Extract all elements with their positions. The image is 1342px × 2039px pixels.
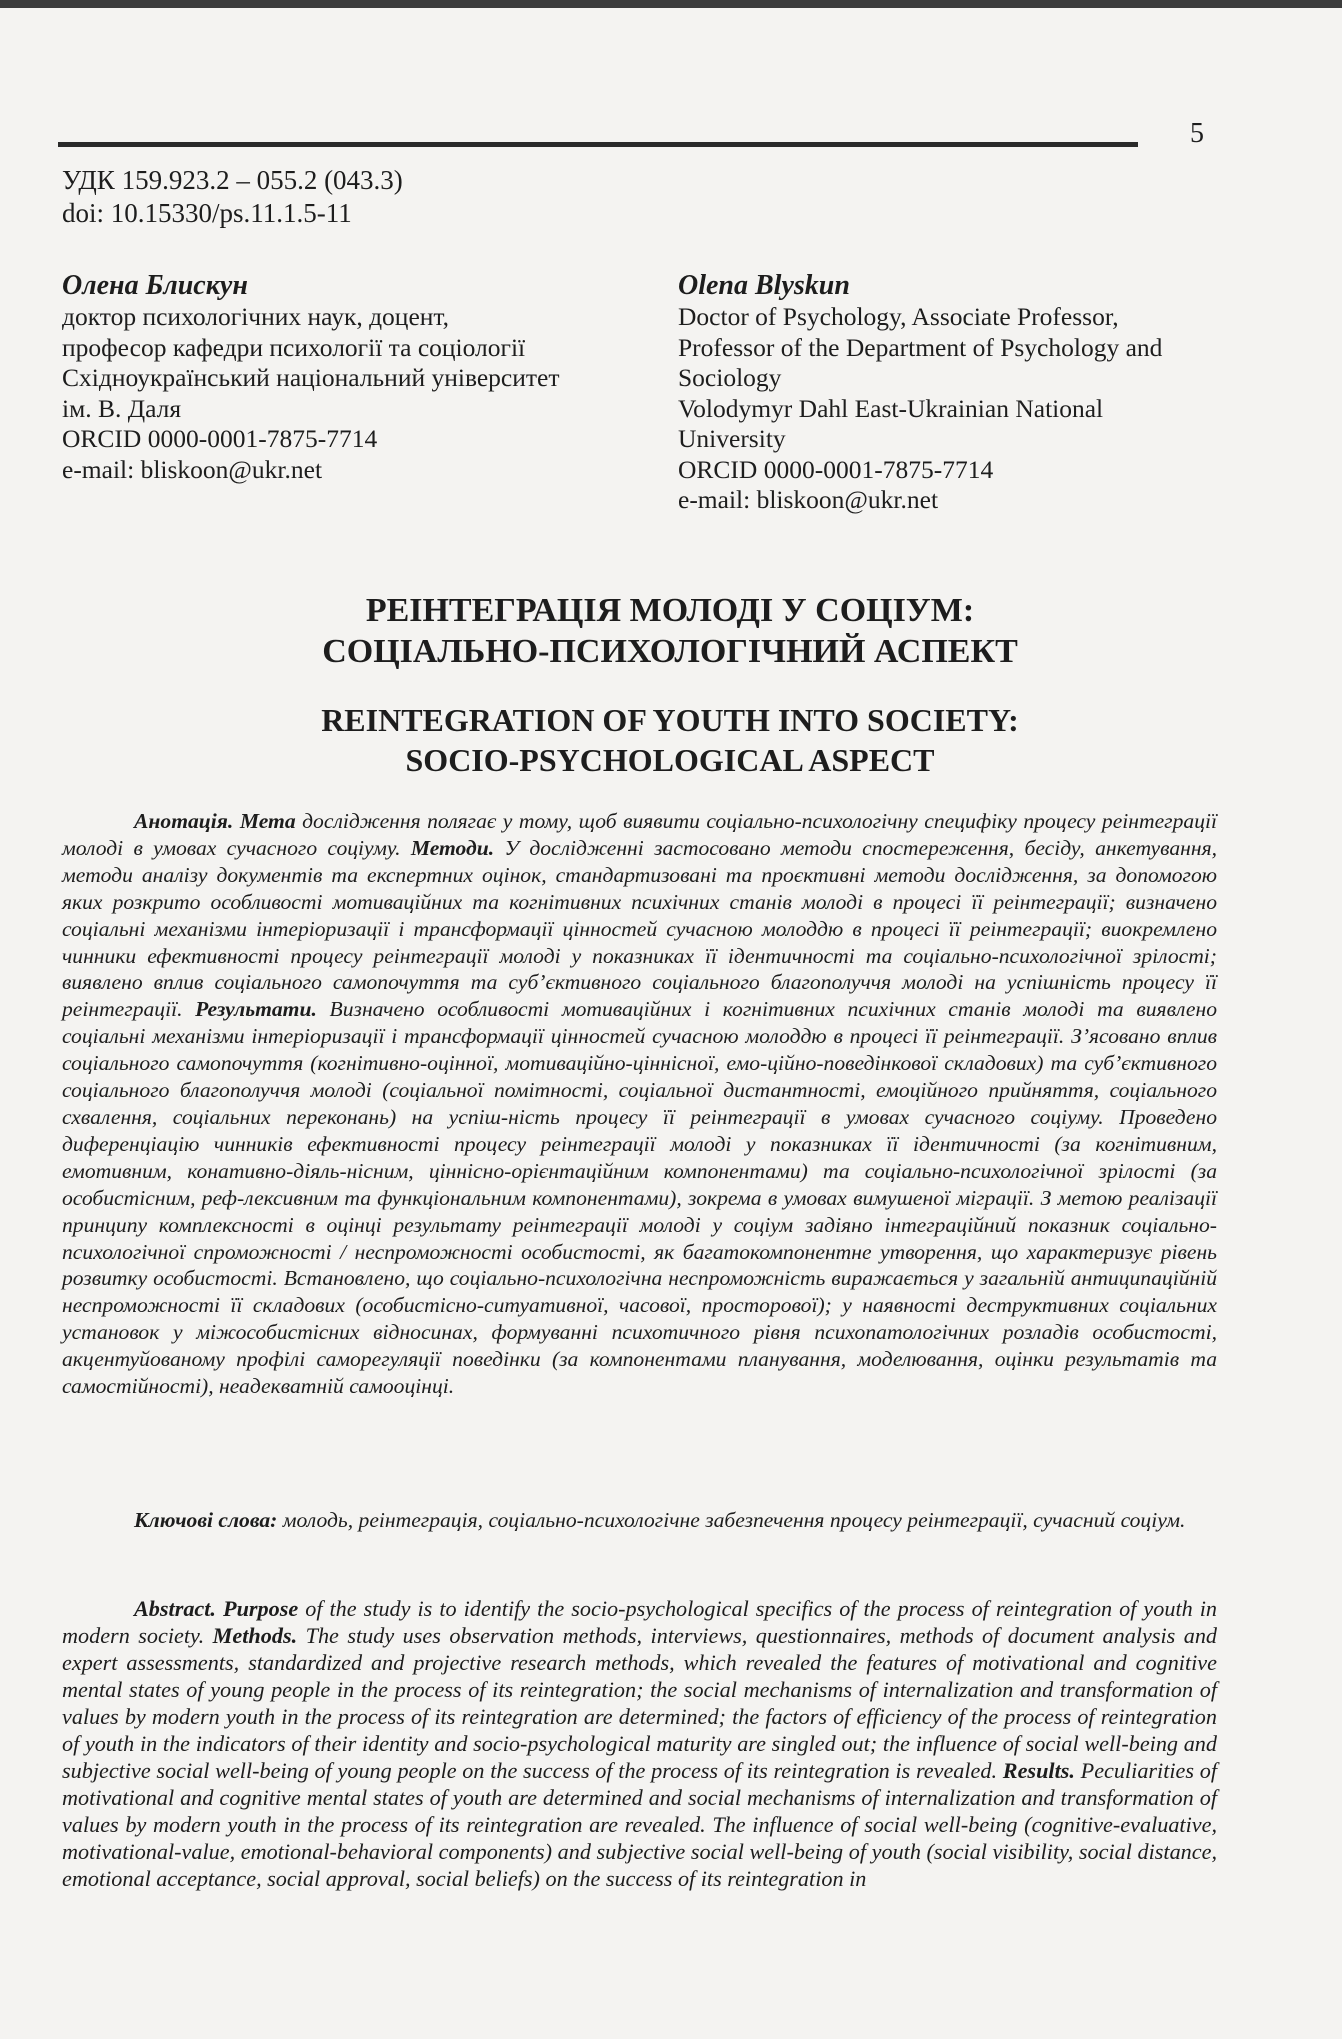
methods-label-en: Methods. <box>212 1623 298 1648</box>
page-number: 5 <box>1190 118 1204 149</box>
title-ua-line: РЕІНТЕГРАЦІЯ МОЛОДІ У СОЦІУМ: <box>365 592 975 629</box>
author-info-ukrainian <box>62 270 622 485</box>
author-line-ua: доктор психологічних наук, доцент, <box>62 302 450 331</box>
purpose-text-ua: дослідження полягає у тому, щоб виявити соціально-психологічну специфіку процесу реінтеграції молоді в умовах сучасного соціуму. <box>62 809 1217 860</box>
keywords-label: Ключові слова: <box>134 1508 278 1532</box>
author-line-ua: професор кафедри психології та соціології <box>62 332 526 362</box>
author-line-en: Doctor of Psychology, Associate Professor, <box>678 302 1119 331</box>
annotation-ukrainian <box>62 808 1217 1400</box>
author-info-english <box>678 270 1238 516</box>
author-orcid-en: ORCID 0000-0001-7875-7714 <box>678 454 994 484</box>
header-rule <box>58 142 1138 147</box>
keywords-text: молодь, реінтеграція, соціально-психологічне забезпечення процесу реінтеграції, сучасний соціум. <box>277 1508 1186 1532</box>
title-en-line: REINTEGRATION OF YOUTH INTO SOCIETY: <box>321 702 1019 738</box>
keywords-ukrainian <box>62 1507 1217 1534</box>
methods-label-ua: Методи. <box>410 835 495 860</box>
title-ukrainian <box>120 590 1220 672</box>
results-label-en: Results. <box>1002 1758 1075 1783</box>
doi: doi: 10.15330/ps.11.1.5-11 <box>62 198 352 228</box>
udk-doi-block <box>62 164 403 230</box>
author-email-en: e-mail: bliskoon@ukr.net <box>678 485 939 514</box>
title-ua-line: СОЦІАЛЬНО-ПСИХОЛОГІЧНИЙ АСПЕКТ <box>322 633 1018 670</box>
abstract-english <box>62 1595 1217 1892</box>
results-label-ua: Результати. <box>195 997 317 1022</box>
purpose-text-en: of the study is to identify the socio-psychological specifics of the process of reintegration of youth in modern society. <box>62 1596 1218 1648</box>
author-line-en: University <box>678 424 786 453</box>
results-text-ua: Визначено особливості мотиваційних і когнітивних психічних станів молоді та виявлено соціальні механізми інтеріоризації і трансформації цінностей сучасною молоддю в процесі її реінтеграції. З’ясовано вплив соціального самопочуття (когнітивно-оцінної, мотиваційно-ціннісної, емо-ційно-поведінкової складових) та суб’єктивного соціального благополуччя молоді (соціальної помітності, соціальної дистантності, емоційного прийняття, соціального схвалення, соціальних переконань) на успіш-ність процесу її реінтеграції в умовах сучасного соціуму. Проведено диференціацію чинників ефективності процесу реінтеграції молоді у показниках її ідентичності (за когнітивним, емотивним, конативно-діяль-нісним, ціннісно-орієнтаційним компонентами) та соціально-психологічної зрілості (за особистісним, реф-лексивним та функціональним компонентами), зокрема в умовах вимушеної міграції. З метою реалізації принципу комплексності в оцінці результату реінтеграції молоді у соціум задіяно інтеграційний показник соціально-психологічної спроможності / неспроможності особистості, як багатокомпонентне утворення, що характеризує рівень розвитку особистості. Встановлено, що соціально-психологічна неспроможність виражається у загальній антиципаційній неспроможності її складових (особистісно-ситуативної, часової, просторової); у наявності деструктивних соціальних установок у міжособистісних відносинах, формуванні психотичного рівня психопатологічних розладів особистості, акцентуйованому профілі саморегуляції поведінки (за компонентами планування, моделювання, оцінки результатів та самостійності), неадекватній самооцінці. <box>62 997 1217 1399</box>
title-english <box>120 700 1220 780</box>
author-line-ua: ім. В. Даля <box>62 393 182 423</box>
title-en-line: SOCIO-PSYCHOLOGICAL ASPECT <box>405 742 935 778</box>
author-name-ua: Олена Блискун <box>62 270 248 301</box>
author-line-ua: Східноукраїнський національний університет <box>62 363 560 392</box>
author-name-en: Olena Blyskun <box>678 270 850 301</box>
results-text-en: Peculiarities of motivational and cognitive mental states of youth are determined and social mechanisms of internalization and transformation of values by modern youth in the process of its reintegration are revealed. The influence of social well-being (cognitive-evaluative, motivational-value, emotional-behavioral components) and subjective social well-being of youth (social visibility, social distance, emotional acceptance, social approval, social beliefs) on the success of its reintegration in <box>62 1758 1217 1891</box>
annotation-label: Анотація. <box>134 809 234 833</box>
purpose-label-ua: Мета <box>239 809 296 833</box>
udk-code: УДК 159.923.2 – 055.2 (043.3) <box>62 165 403 195</box>
methods-text-en: The study uses observation methods, interviews, questionnaires, methods of document analysis and expert assessments, standardized and projective research methods, which revealed the features of motivational and cognitive mental states of young people in the process of its reintegration; the social mechanisms of internalization and transformation of values by modern youth in the process of its reintegration are determined; the factors of efficiency of the process of reintegration of youth in the indicators of their identity and socio-psychological maturity are singled out; the influence of social well-being and subjective social well-being of young people on the success of the process of its reintegration is revealed. <box>62 1623 1218 1783</box>
abstract-label: Abstract. <box>134 1596 216 1621</box>
author-orcid-ua: ORCID 0000-0001-7875-7714 <box>62 424 378 453</box>
scan-top-edge <box>0 0 1342 8</box>
methods-text-ua: У дослідженні застосовано методи спостереження, бесіду, анкетування, методи аналізу документів та експертних оцінок, стандартизовані та проєктивні методи дослідження, за допомогою яких розкрито особливості мотиваційних та когнітивних психічних станів молоді в процесі її реінтеграції; визначено соціальні механізми інтеріоризації і трансформації цінностей сучасною молоддю в процесі її реінтеграції; виокремлено чинники ефективності процесу реінтеграції молоді у показниках її ідентичності та соціально-психологічної зрілості; виявлено вплив соціального самопочуття та суб’єктивного соціального благополуччя молоді на успішність процесу її реінтеграції. <box>62 835 1218 1022</box>
author-email-ua: e-mail: bliskoon@ukr.net <box>62 454 323 484</box>
author-line-en: Sociology <box>678 363 782 392</box>
purpose-label-en: Purpose <box>223 1596 299 1621</box>
author-line-en: Volodymyr Dahl East-Ukrainian National <box>678 393 1104 423</box>
author-line-en: Professor of the Department of Psychology and <box>678 332 1163 362</box>
